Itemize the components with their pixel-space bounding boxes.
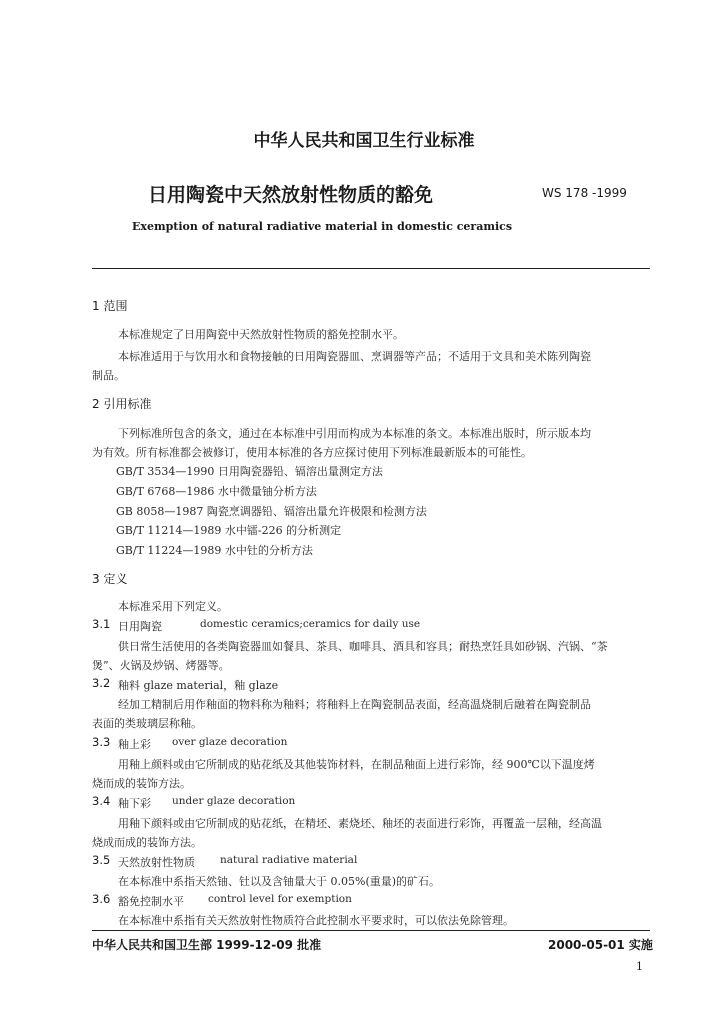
- reference-item: GB/T 6768—1986 水中微量铀分析方法: [116, 485, 317, 498]
- definition-term: 釉料 glaze material，釉 glaze: [118, 679, 279, 692]
- definition-text: 供日常生活使用的各类陶瓷器皿如餐具、茶具、咖啡具、酒具和容具；耐热烹饪具如砂锅、汽锅、“茶: [118, 640, 608, 653]
- definition-term: 豁免控制水平: [118, 895, 184, 908]
- definition-term: 釉上彩: [118, 738, 151, 751]
- header-divider: [92, 268, 650, 269]
- section-2-heading: 2 引用标准: [92, 397, 152, 411]
- definition-term: 天然放射性物质: [118, 856, 195, 869]
- definition-term-english: natural radiative material: [220, 854, 358, 866]
- section-3-heading: 3 定义: [92, 572, 128, 586]
- definition-term: 日用陶瓷: [118, 620, 162, 633]
- definition-number: 3.3: [92, 735, 111, 749]
- definition-term-english: over glaze decoration: [172, 736, 288, 748]
- document-title: 日用陶瓷中天然放射性物质的豁免: [148, 184, 434, 206]
- approval-line: 中华人民共和国卫生部 1999-12-09 批准: [92, 938, 322, 952]
- reference-item: GB 8058—1987 陶瓷烹调器铅、镉溶出量允许极限和检测方法: [116, 505, 427, 518]
- definition-number: 3.4: [92, 794, 111, 808]
- definition-term: 釉下彩: [118, 797, 151, 810]
- reference-item: GB/T 11214—1989 水中镭-226 的分析测定: [116, 524, 342, 537]
- definition-number: 3.6: [92, 892, 111, 906]
- section-2-paragraph: 下列标准所包含的条文，通过在本标准中引用而构成为本标准的条文。本标准出版时，所示版本均: [118, 427, 591, 440]
- definition-text: 经加工精制后用作釉面的物料称为釉料；将釉料上在陶瓷制品表面，经高温烧制后融着在陶瓷制品: [118, 698, 591, 711]
- page-number: 1: [636, 960, 643, 973]
- english-title: Exemption of natural radiative material in domestic ceramics: [132, 220, 513, 233]
- definition-term-english: control level for exemption: [208, 893, 352, 905]
- section-1-paragraph: 制品。: [92, 369, 125, 382]
- definition-number: 3.1: [92, 617, 111, 631]
- definition-text: 在本标准中系指有关天然放射性物质符合此控制水平要求时，可以依法免除管理。: [118, 914, 514, 927]
- section-1-heading: 1 范围: [92, 299, 128, 313]
- reference-item: GB/T 3534—1990 日用陶瓷器铅、镉溶出量测定方法: [116, 465, 383, 478]
- definition-term-english: under glaze decoration: [172, 795, 296, 807]
- standard-number: WS 178 -1999: [542, 186, 627, 200]
- section-1-paragraph: 本标准适用于与饮用水和食物接触的日用陶瓷器皿、烹调器等产品；不适用于文具和美术陈列陶瓷: [118, 350, 591, 363]
- effective-date: 2000-05-01 实施: [548, 938, 653, 952]
- definition-number: 3.2: [92, 676, 111, 690]
- reference-item: GB/T 11224—1989 水中钍的分析方法: [116, 544, 313, 557]
- section-2-paragraph: 为有效。所有标准都会被修订，使用本标准的各方应探讨使用下列标准最新版本的可能性。: [92, 446, 532, 459]
- definition-text: 用釉上颜料或由它所制成的贴花纸及其他装饰材料，在制品釉面上进行彩饰，经 900℃以下温度烤: [118, 758, 595, 771]
- definition-term-english: domestic ceramics;ceramics for daily use: [200, 618, 421, 630]
- definition-text: 烧成而成的装饰方法。: [92, 836, 202, 849]
- section-1-paragraph: 本标准规定了日用陶瓷中天然放射性物质的豁免控制水平。: [118, 328, 404, 341]
- issuing-authority-header: 中华人民共和国卫生行业标准: [253, 131, 475, 151]
- definition-text: 在本标准中系指天然铀、钍以及含铀量大于 0.05%(重量)的矿石。: [118, 875, 441, 888]
- definition-text: 烧而成的装饰方法。: [92, 777, 191, 790]
- definition-text: 表面的类玻璃层称釉。: [92, 717, 202, 730]
- footer-divider: [92, 930, 650, 931]
- definition-text: 用釉下颜料或由它所制成的贴花纸，在精坯、素烧坯、釉坯的表面进行彩饰，再覆盖一层釉，经高温: [118, 817, 602, 830]
- definition-text: 煲”、火锅及炒锅、烤器等。: [92, 659, 230, 672]
- section-3-intro: 本标准采用下列定义。: [118, 600, 228, 613]
- definition-number: 3.5: [92, 853, 111, 867]
